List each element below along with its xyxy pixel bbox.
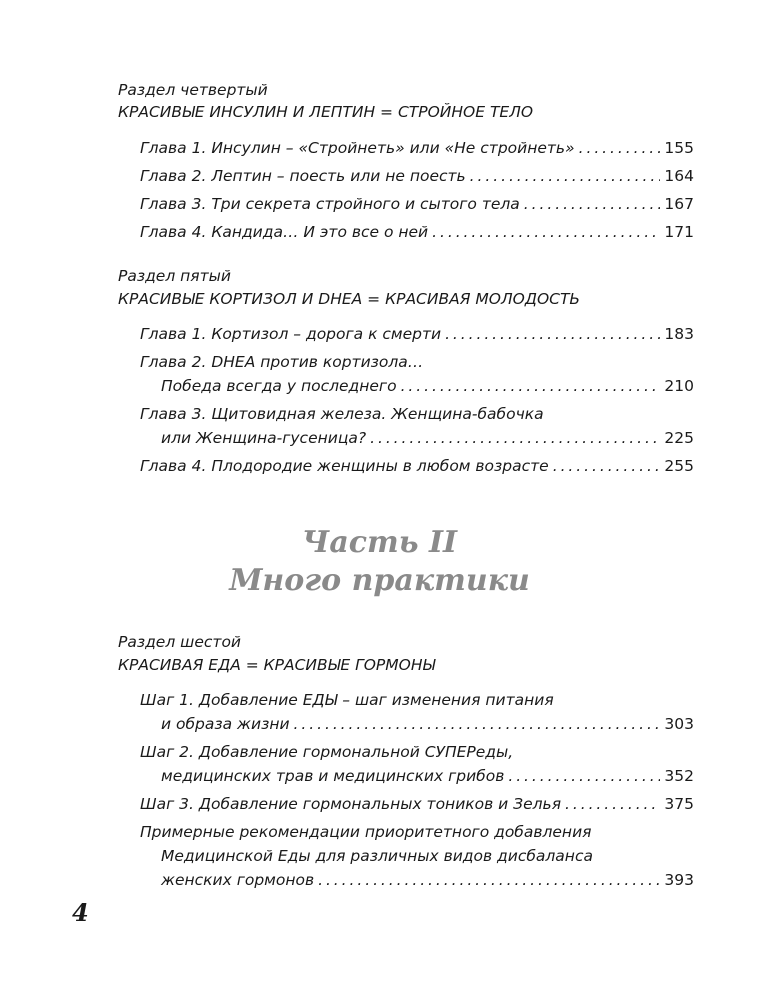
entry-text: Примерные рекомендации приоритетного добавления [140,823,592,841]
page-number: 210 [664,377,694,395]
page-number: 375 [664,795,694,813]
toc-entry[interactable] [140,456,694,476]
dot-leader [370,428,660,448]
part-number: Часть II [301,525,458,560]
entry-text: Глава 3. Щитовидная железа. Женщина-бабочка [140,405,544,423]
toc-entry[interactable] [140,222,694,242]
toc-entry[interactable] [140,404,694,448]
toc-entry[interactable] [140,138,694,158]
page-folio: 4 [72,898,89,927]
dot-leader [579,138,661,158]
entry-text: медицинских трав и медицинских грибов [161,767,505,785]
page-number: 164 [664,167,694,185]
page-number: 167 [664,195,694,213]
toc-entry[interactable] [140,794,694,814]
toc-entry[interactable] [140,690,694,734]
dot-leader [294,714,661,734]
page-number: 393 [664,871,694,889]
toc-entry[interactable] [140,822,694,890]
entry-text: и образа жизни [161,715,290,733]
page-number: 183 [664,325,694,343]
toc-entry[interactable] [140,742,694,786]
toc-entry[interactable] [140,166,694,186]
dot-leader [524,194,661,214]
toc-entry[interactable] [140,194,694,214]
entry-text: Победа всегда у последнего [161,377,397,395]
part-title: Много практики [229,563,530,598]
entry-text: Глава 2. DHEA против кортизола… [140,353,424,371]
entry-text: Шаг 1. Добавление ЕДЫ – шаг изменения питания [140,691,554,709]
entry-text: Глава 4. Плодородие женщины в любом возрасте [140,457,549,475]
section-label: Раздел пятый [118,267,231,285]
entry-text: или Женщина-гусеница? [161,429,367,447]
dot-leader [470,166,661,186]
section-label: Раздел шестой [118,633,242,651]
dot-leader [445,324,660,344]
entry-text: Глава 1. Кортизол – дорога к смерти [140,325,442,343]
dot-leader [432,222,660,242]
section-title: КРАСИВЫЕ КОРТИЗОЛ И DHEA = КРАСИВАЯ МОЛОДОСТЬ [118,290,581,308]
toc-entry[interactable] [140,352,694,396]
entry-text: Глава 4. Кандида… И это все о ней [140,223,429,241]
page-number: 225 [664,429,694,447]
entry-text: Глава 1. Инсулин – «Стройнеть» или «Не стройнеть» [140,139,575,157]
dot-leader [401,376,661,396]
entry-text: женских гормонов [161,871,315,889]
page-number: 255 [664,457,694,475]
section-title: КРАСИВАЯ ЕДА = КРАСИВЫЕ ГОРМОНЫ [118,656,436,674]
page-number: 352 [664,767,694,785]
dot-leader [318,870,660,890]
section-label: Раздел четвертый [118,81,268,99]
dot-leader [553,456,661,476]
section-title: КРАСИВЫЕ ИНСУЛИН И ЛЕПТИН = СТРОЙНОЕ ТЕЛО [118,103,534,121]
entry-text: Глава 3. Три секрета стройного и сытого тела [140,195,520,213]
entry-text: Шаг 3. Добавление гормональных тоников и Зелья [140,795,562,813]
page-number: 303 [664,715,694,733]
dot-leader [508,766,660,786]
entry-text: Глава 2. Лептин – поесть или не поесть [140,167,466,185]
toc-entry[interactable] [140,324,694,344]
entry-text: Медицинской Еды для различных видов дисбаланса [161,847,593,865]
entry-text: Шаг 2. Добавление гормональной СУПЕРеды, [140,743,514,761]
page-number: 171 [664,223,694,241]
dot-leader [565,794,660,814]
page-number: 155 [664,139,694,157]
